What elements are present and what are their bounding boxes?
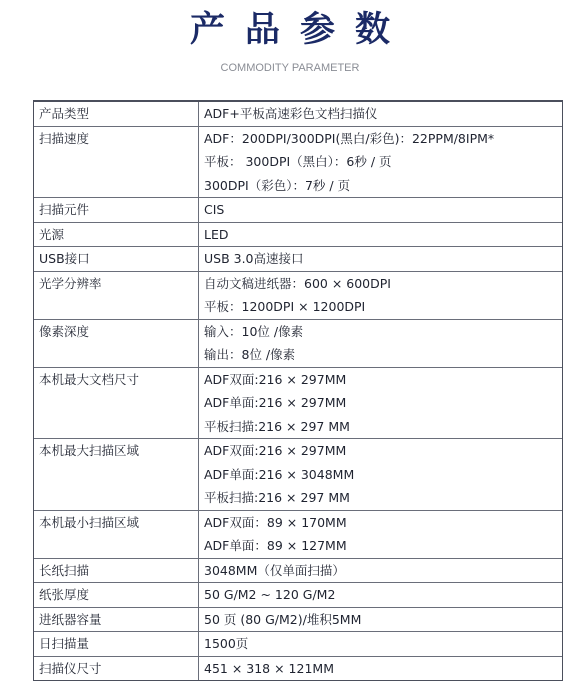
spec-table [33,100,563,681]
spec-row [34,656,562,681]
spec-label: 扫描速度 [34,127,199,198]
spec-value: 平板扫描:216 × 297 MM [204,418,350,434]
spec-value: ADF双面：89 × 170MM [204,514,347,530]
page-title: 产品参数 [189,10,410,50]
spec-row [34,438,562,510]
spec-values [199,559,562,583]
spec-values [199,102,562,126]
spec-values [199,657,562,681]
spec-values [199,198,562,222]
spec-label: 光源 [34,223,199,247]
spec-label: 像素深度 [34,320,199,367]
spec-value: ADF单面：89 × 127MM [204,538,347,553]
spec-label: 扫描仪尺寸 [34,657,199,681]
spec-value: 输出：8位 /像素 [204,347,296,362]
spec-value: ADF双面:216 × 297MM [204,371,347,387]
spec-label: 本机最大文档尺寸 [34,368,199,439]
spec-row [34,367,562,439]
page-subtitle: COMMODITY PARAMETER [220,62,360,74]
spec-values [199,272,562,319]
spec-label: USB接口 [34,247,199,271]
spec-value: 平板扫描:216 × 297 MM [204,490,350,505]
spec-value: 平板： 300DPI（黑白）：6秒 / 页 [204,154,392,169]
spec-value: CIS [204,202,225,217]
spec-row [34,197,562,222]
spec-row [34,319,562,367]
spec-label: 进纸器容量 [34,608,199,632]
spec-values [199,439,562,510]
spec-label: 纸张厚度 [34,583,199,607]
spec-value: 平板：1200DPI × 1200DPI [204,299,366,314]
spec-value: ADF单面:216 × 297MM [204,395,347,410]
spec-value: 自动文稿进纸器：600 × 600DPI [204,275,391,291]
spec-value: ADF+平板高速彩色文档扫描仪 [204,106,378,121]
spec-value: 451 × 318 × 121MM [204,660,334,676]
spec-values [199,632,562,656]
spec-value: LED [204,226,229,242]
spec-label: 日扫描量 [34,632,199,656]
spec-label: 光学分辨率 [34,272,199,319]
spec-row [34,607,562,632]
spec-value: ADF单面:216 × 3048MM [204,466,355,482]
spec-label: 本机最大扫描区域 [34,439,199,510]
spec-value: 输入：10位 /像素 [204,323,304,339]
spec-value: ADF双面:216 × 297MM [204,443,347,458]
spec-values [199,320,562,367]
spec-value: ADF：200DPI/300DPI(黑白/彩色)：22PPM/8IPM* [204,130,495,146]
spec-values [199,127,562,198]
spec-row [34,246,562,271]
spec-values [199,608,562,632]
spec-row [34,582,562,607]
spec-values [199,583,562,607]
spec-value: 1500页 [204,636,249,651]
spec-values [199,223,562,247]
spec-label: 产品类型 [34,102,199,126]
spec-row [34,102,562,126]
spec-values [199,247,562,271]
spec-row [34,510,562,558]
spec-row [34,222,562,247]
spec-value: 50 页 (80 G/M2)/堆积5MM [204,611,362,627]
spec-value: 50 G/M2 ~ 120 G/M2 [204,587,336,602]
spec-label: 本机最小扫描区域 [34,511,199,558]
spec-row [34,558,562,583]
spec-row [34,271,562,319]
spec-values [199,368,562,439]
spec-value: 3048MM（仅单面扫描） [204,562,345,578]
spec-value: USB 3.0高速接口 [204,251,304,266]
spec-row [34,631,562,656]
spec-values [199,511,562,558]
spec-row [34,126,562,198]
spec-label: 扫描元件 [34,198,199,222]
spec-value: 300DPI（彩色）：7秒 / 页 [204,177,351,193]
spec-label: 长纸扫描 [34,559,199,583]
